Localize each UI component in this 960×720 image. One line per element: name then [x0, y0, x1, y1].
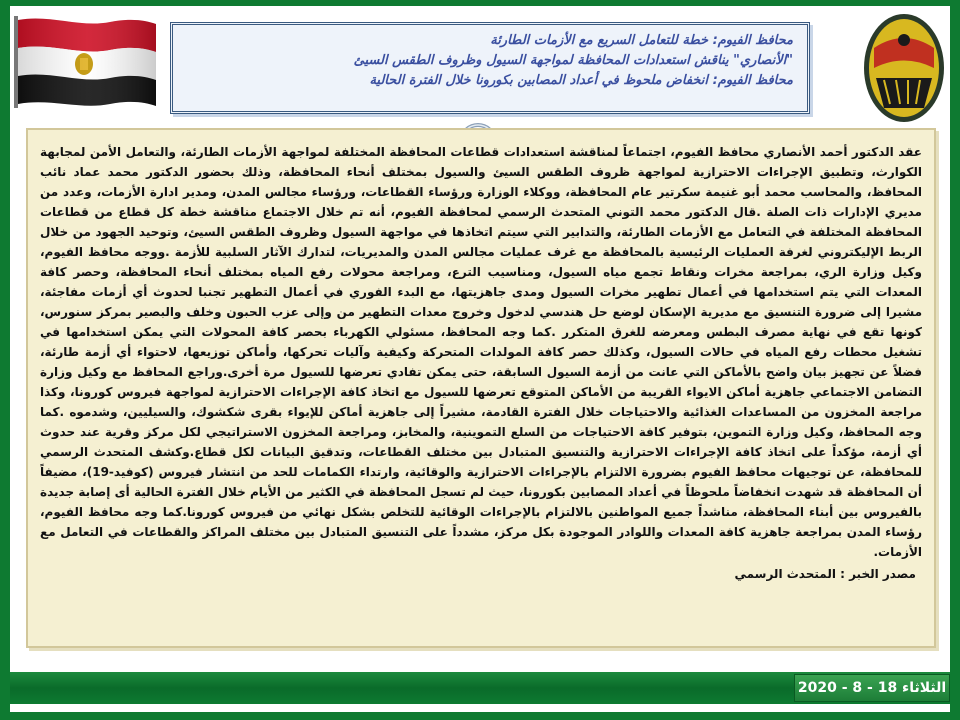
article-box	[26, 128, 936, 648]
footer-date: الثلاثاء 18 - 8 - 2020	[797, 680, 947, 696]
headline-box	[170, 22, 810, 114]
footer-date-box	[794, 674, 950, 702]
headline-1[interactable]: محافظ الفيوم: خطة للتعامل السريع مع الأزمات الطارئة	[490, 33, 793, 48]
headline-3[interactable]: محافظ الفيوم: انخفاض ملحوظ في أعداد المصابين بكورونا خلال الفترة الحالية	[369, 73, 793, 88]
article-body: عقد الدكتور أحمد الأنصاري محافظ الفيوم، اجتماعاً لمناقشة استعدادات قطاعات المحافظة المختلفة لمواجهة الأزمات الطارئة، والتعامل الأمن لمجابهة الكوارث، وتطبيق الإجراءات الاحترازية لمواجهة ظروف الطقس السيئ والسيول بمختلف أنحاء المحافظة، وذلك بحضور الدكتور محمد عماد نائب المحافظ، والمحاسب محمد أبو غنيمة سكرتير عام المحافظة، ووكلاء الوزارة ورؤساء القطاعات، ورؤساء مجالس المدن، ومدير ادارة الأزمات، وعدد من مديري الإدارات ذات الصلة .قال الدكتور محمد التوني المتحدث الرسمي لمحافظة الفيوم، أنه تم خلال الاجتماع مناقشة خطة كل قطاع من قطاعات المحافظة المختلفة في التعامل مع الأزمات الطارئة، والتدابير التي سيتم اتخاذها في مواجهة السيول وظروف الطقس السيئ، وتوحيد الجهود من خلال الربط الإليكتروني لغرفة العمليات الرئيسية بالمحافظة مع غرف عمليات مجالس المدن والمديريات، لتدارك الآثار السلبية للأزمة .ووجه محافظ الفيوم، وكيل وزارة الري، بمراجعة مخرات ونقاط تجمع مياه السيول، ومناسيب الترع، ومراجعة محولات رفع المياه بمختلف أنحاء المحافظة، وحصر كافة المعدات التي يتم استخدامها في أعمال تطهير مخرات السيول ومدى جاهزيتها، مع البدء الفوري في أعمال التطهير تجنبا لحدوث أي أزمات مفاجئة، مشيرا إلى ضرورة التنسيق مع مديرية الإسكان لوضع حل هندسي لدخول وخروج معدات التطهير من وإلى عزب الحبون وخلف والبصير بمركز سنورس، كونها تقع في نهاية مصرف البطس ومعرضه للغرق المتكرر .كما وجه المحافظ، مسئولي الكهرباء بحصر كافة المحولات التي يمكن استخدامها في تشغيل محطات رفع المياه في حالات السيول، وكذلك حصر كافة المولدات المتحركة وكيفية وآليات تحركها، وأماكن توزيعها، لاحتواء أي أزمة طارئة، فضلاً عن تجهيز بيان واضح بالأماكن التي عانت من أزمة السيول السابقة، حتى يمكن تفادي تعرضها للسيول مرة أخرى.وراجع المحافظ مع وكيل وزارة التضامن الاجتماعي جاهزية أماكن الايواء القريبة من الأماكن المتوقع تعرضها للسيول مع اتخاذ كافة الإجراءات الاحترازية لمواجهة فيروس كورونا، وكذا مراجعة المخزون من المساعدات الغذائية والاحتياجات خلال الفترة القادمة، مشيراً إلى جاهزية أماكن للإيواء بقرى شكشوك، والسيليين، وشدموه .كما وجه المحافظ، وكيل وزارة التموين، بتوفير كافة الاحتياجات من السلع التموينية، والمخابز، ومراجعة المخزون الاستراتيجي لكل مركز وقرية عند حدوث أي أزمة، مؤكداً على اتخاذ كافة الإجراءات الاحترازية والتنسيق المتبادل بين مختلف القطاعات، وتدقيق البيانات لكل قطاع.وكشف المتحدث الرسمي للمحافظة، عن توجيهات محافظ الفيوم بضرورة الالتزام بالإجراءات الاحترازية والوقائية، وارتداء الكمامات للحد من انتشار فيروس (كوفيد-19)، مضيفاً أن المحافظة قد شهدت انخفاضاً ملحوظاً في أعداد المصابين بكورونا، حيث لم تسجل المحافظة في الكثير من الأيام خلال الفترة الحالية أى إصابة جديدة بالفيروس بين أبناء المحافظة، مناشداً جميع المواطنين بالالتزام بالإجراءات الوقائية للتخلص بشكل نهائي من فيروس كورونا.كما وجه محافظ الفيوم، رؤساء المدن بمراجعة جاهزية كافة المعدات واللوادر الموجودة بكل مركز، مشدداً على التنسيق المتبادل بين مختلف المراكز والقطاعات في التعامل مع الأزمات.	[40, 145, 922, 559]
fayoum-governorate-logo	[860, 8, 948, 126]
page	[10, 6, 950, 712]
egypt-flag-icon	[10, 14, 160, 108]
headline-2[interactable]: "الأنصاري" يناقش استعدادات المحافظة لمواجهة السيول وظروف الطقس السيئ	[353, 53, 793, 68]
article-source: مصدر الخبر : المتحدث الرسمي	[734, 567, 916, 581]
